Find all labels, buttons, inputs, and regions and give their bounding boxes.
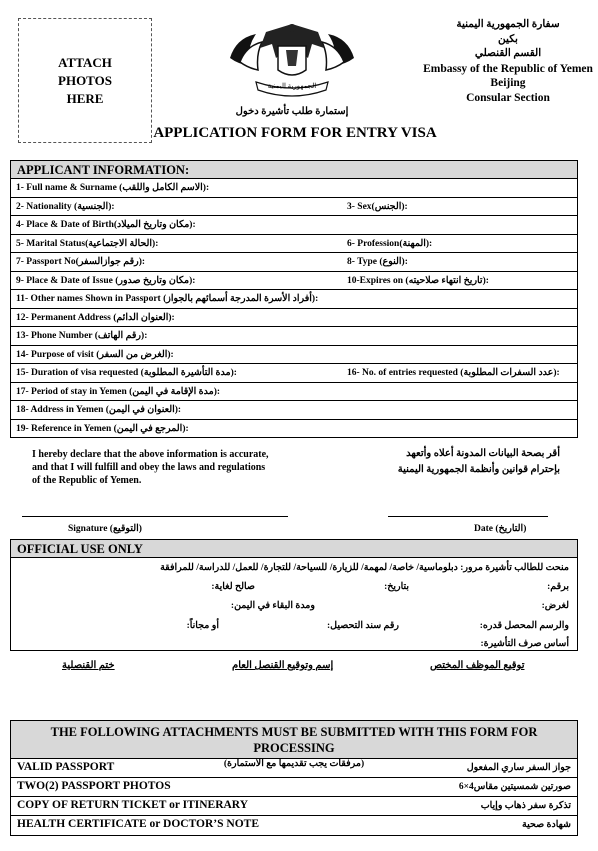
official-visa-type: منحت للطالب تأشيرة مرور: دبلوماسية/ خاصة/ لمهمة/ للزيارة/ للسياحة/ للتجارة/ للعمل/ للدراسة/ للمرافقة: [160, 563, 569, 573]
field-label: 12- Permanent Address (العنوان الدائم):: [16, 312, 175, 323]
field-label: 19- Reference in Yemen (المرجع في اليمن):: [16, 424, 189, 435]
embassy-section: Consular Section: [466, 91, 550, 104]
field-label: 15- Duration of visa requested (مدة التأشيرة المطلوبة):: [16, 368, 237, 379]
declaration-english: [32, 448, 302, 487]
photo-box-line: HERE: [66, 90, 104, 106]
applicant-field-row[interactable]: [11, 272, 577, 291]
official-purpose: لغرض:: [541, 601, 569, 611]
attachment-label-arabic: تذكرة سفر ذهاب وإياب: [480, 801, 571, 811]
applicant-field-row[interactable]: [11, 309, 577, 328]
field-label: 1- Full name & Surname (الاسم الكامل واللقب):: [16, 183, 210, 194]
date-label: Date (التاريخ): [474, 524, 527, 534]
official-use-section: [10, 539, 578, 651]
declaration-line: of the Republic of Yemen.: [32, 475, 142, 486]
field-label: 16- No. of entries requested (عدد السفرات المطلوبة):: [347, 368, 560, 379]
photo-attach-box: [18, 18, 152, 143]
attachment-label-arabic: جواز السفر ساري المفعول: [466, 763, 571, 773]
official-fee: والرسم المحصل قدره:: [479, 621, 569, 631]
official-stay-duration: ومدة البقاء في اليمن:: [230, 601, 315, 611]
field-label: 8- Type (النوع):: [347, 257, 408, 268]
official-use-heading: OFFICIAL USE ONLY: [11, 540, 577, 558]
declaration-line-arabic: أقر بصحة البيانات المدونة أعلاه وأتعهد: [406, 448, 560, 459]
applicant-field-row[interactable]: [11, 346, 577, 365]
official-basis-row: [11, 638, 577, 654]
field-label: 17- Period of stay in Yemen (مدة الإقامة في اليمن):: [16, 386, 221, 397]
applicant-field-row[interactable]: [11, 235, 577, 254]
consulate-stamp-label: ختم القنصلية: [62, 660, 115, 671]
applicant-field-row[interactable]: [11, 327, 577, 346]
applicant-field-row[interactable]: [11, 383, 577, 402]
embassy-city-arabic: بكين: [498, 33, 518, 45]
date-line[interactable]: [388, 516, 548, 517]
field-label: 13- Phone Number (رقم الهاتف):: [16, 331, 148, 342]
declaration-line: and that I will fulfill and obey the laws and regulations: [32, 462, 266, 473]
form-title-arabic: إستمارة طلب تأشيرة دخول: [235, 106, 349, 117]
field-label: 14- Purpose of visit (الغرض من السفر):: [16, 349, 174, 360]
applicant-field-row[interactable]: [11, 216, 577, 235]
official-valid-for: صالح لغاية:: [211, 582, 255, 592]
applicant-field-row[interactable]: [11, 179, 577, 198]
official-number-row: [11, 578, 577, 598]
attachment-row: [11, 797, 577, 816]
field-label: 2- Nationality (الجنسية):: [16, 201, 115, 212]
field-label: 18- Address in Yemen (العنوان في اليمن):: [16, 405, 182, 416]
signature-line[interactable]: [22, 516, 288, 517]
attachment-label: COPY OF RETURN TICKET or ITINERARY: [17, 799, 249, 811]
declaration-line-arabic: بإحترام قوانين وأنظمة الجمهورية اليمنية: [397, 464, 560, 475]
official-purpose-row: [11, 598, 577, 618]
official-number: برقم:: [547, 582, 569, 592]
embassy-name: Embassy of the Republic of Yemen: [423, 62, 593, 75]
attachments-title-arabic: (مرفقات يجب تقديمها مع الاستمارة): [223, 759, 365, 769]
embassy-address: [420, 18, 596, 105]
field-label: 7- Passport No(رقم جوازالسفر):: [16, 257, 146, 268]
declaration-arabic: [360, 446, 560, 478]
embassy-name-arabic: سفارة الجمهورية اليمنية: [456, 19, 560, 30]
official-fee-row: [11, 618, 577, 638]
embassy-section-arabic: القسم القنصلي: [474, 48, 542, 59]
consul-signature-label: إسم وتوقيع القنصل العام: [232, 660, 334, 671]
attachments-section: [10, 720, 578, 836]
applicant-field-row[interactable]: [11, 401, 577, 420]
attachment-label: TWO(2) PASSPORT PHOTOS: [17, 780, 171, 792]
signature-label: Signature (التوقيع): [68, 524, 142, 534]
official-receipt: رقم سند التحصيل:: [326, 621, 399, 631]
applicant-rows: [11, 179, 577, 438]
attachments-title: THE FOLLOWING ATTACHMENTS MUST BE SUBMITTED WITH THIS FORM FOR PROCESSING: [50, 725, 538, 755]
field-label: 5- Marital Status(الحالة الاجتماعية):: [16, 238, 159, 249]
applicant-field-row[interactable]: [11, 364, 577, 383]
emblem-caption: الجمهورية اليمنية: [267, 82, 317, 90]
attachment-row: [11, 816, 577, 835]
attachments-rows: [11, 759, 577, 835]
applicant-field-row[interactable]: [11, 198, 577, 217]
applicant-section: [10, 160, 578, 438]
form-title: APPLICATION FORM FOR ENTRY VISA: [153, 125, 437, 141]
field-label: 10-Expires on (تاريخ انتهاء صلاحيته):: [347, 275, 489, 286]
official-free: أو مجاناً:: [186, 621, 219, 631]
photo-box-line: ATTACH: [58, 54, 112, 70]
field-label: 9- Place & Date of Issue (مكان وتاريخ صدور):: [16, 275, 196, 286]
attachment-label-arabic: صورتين شمسيتين مقاس4×6: [458, 782, 571, 792]
photo-box-line: PHOTOS: [58, 72, 112, 88]
applicant-field-row[interactable]: [11, 253, 577, 272]
attachment-row: [11, 778, 577, 797]
officer-signature-label: توقيع الموظف المختص: [430, 660, 525, 671]
embassy-city: Beijing: [490, 77, 526, 89]
field-label: 11- Other names Shown in Passport (أفراد الأسرة المدرجة أسمائهم بالجواز):: [16, 294, 319, 305]
field-label: 6- Profession(المهنة):: [347, 238, 433, 249]
attachment-label: VALID PASSPORT: [17, 761, 115, 773]
field-label: 3- Sex(الجنس):: [347, 201, 408, 212]
applicant-heading: APPLICANT INFORMATION:: [11, 161, 577, 179]
official-visa-type-row: [11, 558, 577, 578]
field-label: 4- Place & Date of Birth(مكان وتاريخ الميلاد):: [16, 220, 196, 231]
attachment-row: [11, 759, 577, 778]
official-basis: أساس صرف التأشيرة:: [480, 639, 569, 649]
applicant-field-row[interactable]: [11, 420, 577, 439]
official-dated: بتاريخ:: [384, 582, 409, 592]
attachment-label: HEALTH CERTIFICATE or DOCTOR’S NOTE: [17, 818, 259, 830]
applicant-field-row[interactable]: [11, 290, 577, 309]
declaration-line: I hereby declare that the above information is accurate,: [32, 449, 269, 460]
attachment-label-arabic: شهادة صحية: [522, 820, 571, 830]
